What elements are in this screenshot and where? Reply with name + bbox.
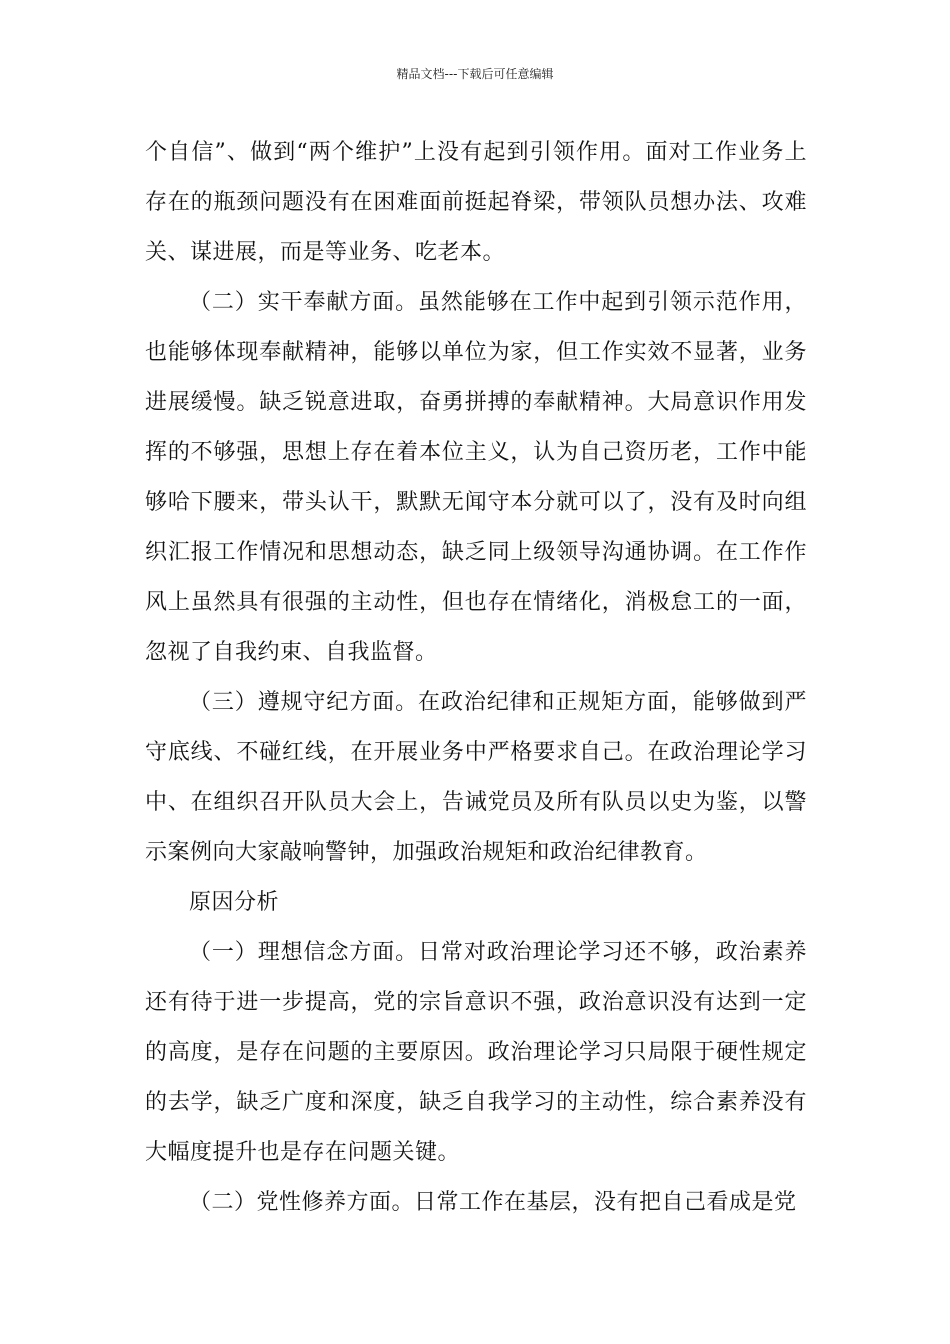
document-body — [145, 128, 807, 1228]
paragraph-party-cultivation: （二）党性修养方面。日常工作在基层，没有把自己看成是党 — [189, 1190, 797, 1215]
paragraph-continuation: 个自信”、做到“两个维护”上没有起到引领作用。面对工作业务上存在的瓶颈问题没有在困难面前挺起脊梁，带领队员想办法、攻难关、谋进展，而是等业务、吃老本。 — [145, 140, 807, 265]
page-header: 精品文档---下载后可任意编辑 — [396, 67, 554, 81]
section-heading-cause-analysis: 原因分析 — [189, 890, 280, 915]
paragraph-ideals-beliefs: （一）理想信念方面。日常对政治理论学习还不够，政治素养还有待于进一步提高，党的宗旨意识不强，政治意识没有达到一定的高度，是存在问题的主要原因。政治理论学习只局限于硬性规定的去学，缺乏广度和深度，缺乏自我学习的主动性，综合素养没有大幅度提升也是存在问题关键。 — [145, 940, 807, 1165]
paragraph-dedication: （二）实干奉献方面。虽然能够在工作中起到引领示范作用，也能够体现奉献精神，能够以单位为家，但工作实效不显著，业务进展缓慢。缺乏锐意进取，奋勇拼搏的奉献精神。大局意识作用发挥的不够强，思想上存在着本位主义，认为自己资历老，工作中能够哈下腰来，带头认干，默默无闻守本分就可以了，没有及时向组织汇报工作情况和思想动态，缺乏同上级领导沟通协调。在工作作风上虽然具有很强的主动性，但也存在情绪化，消极怠工的一面，忽视了自我约束、自我监督。 — [145, 290, 807, 665]
paragraph-discipline: （三）遵规守纪方面。在政治纪律和正规矩方面，能够做到严守底线、不碰红线，在开展业务中严格要求自己。在政治理论学习中、在组织召开队员大会上，告诫党员及所有队员以史为鉴，以警示案例向大家敲响警钟，加强政治规矩和政治纪律教育。 — [145, 690, 807, 865]
